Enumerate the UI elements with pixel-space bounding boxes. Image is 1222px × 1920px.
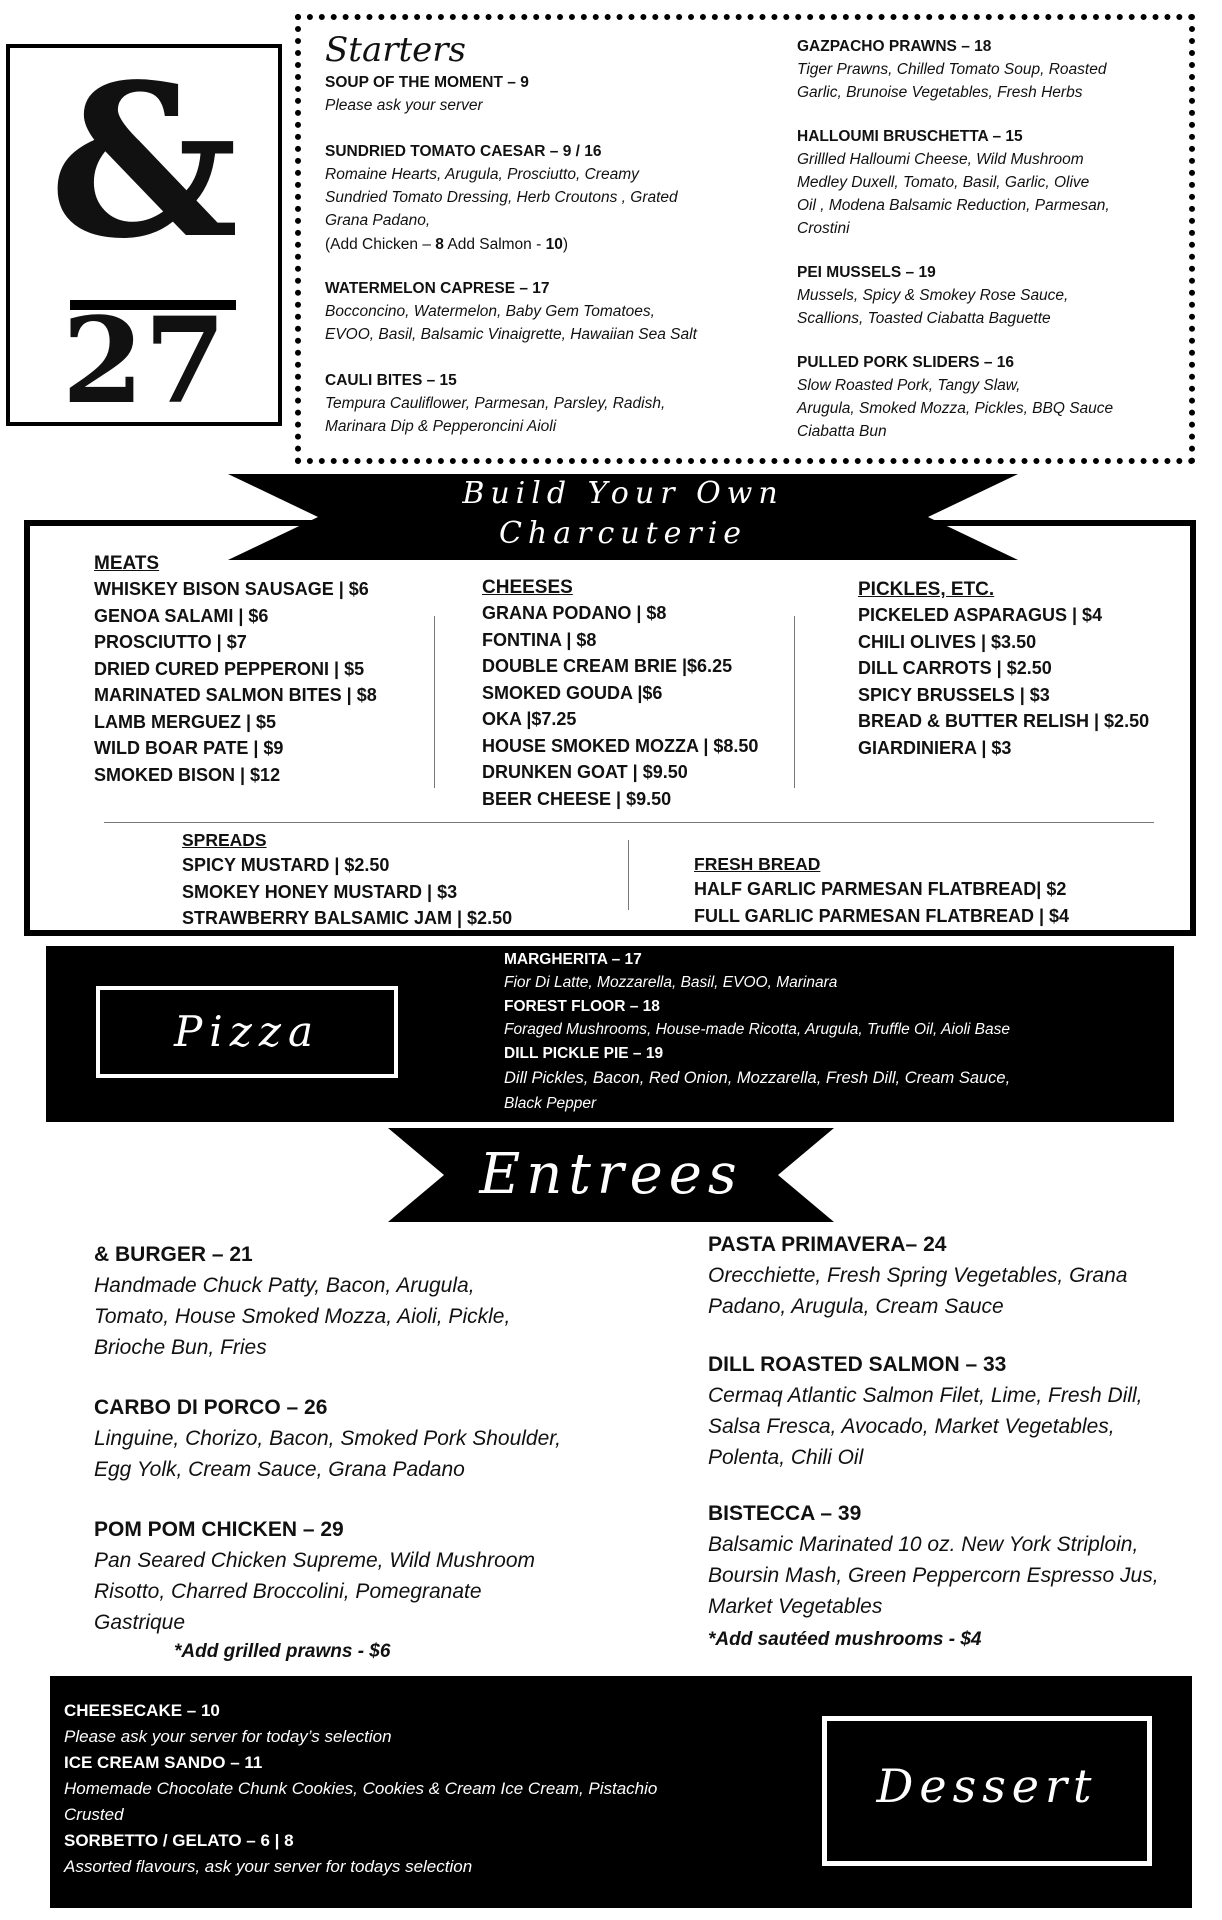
item-description: Padano, Arugula, Cream Sauce — [708, 1295, 1004, 1318]
item-description: Pan Seared Chicken Supreme, Wild Mushroom — [94, 1549, 536, 1572]
item-description: Orecchiette, Fresh Spring Vegetables, Grana — [708, 1264, 1128, 1287]
menu-item — [504, 948, 1164, 995]
item-name: BISTECCA – 39 — [708, 1502, 862, 1525]
charcuterie-title-line1: Build Your Own — [462, 476, 784, 511]
pickles-heading: PICKLES, ETC. — [858, 579, 995, 600]
bread-heading: FRESH BREAD — [694, 854, 821, 874]
item-description: EVOO, Basil, Balsamic Vinaigrette, Hawaiian Sea Salt — [325, 326, 697, 343]
menu-item — [797, 352, 1222, 443]
menu-item — [64, 1750, 784, 1828]
menu-item — [64, 1698, 784, 1750]
list-item: BREAD & BUTTER RELISH | $2.50 — [858, 711, 1150, 731]
item-description: Foraged Mushrooms, House-made Ricotta, Arugula, Truffle Oil, Aioli Base — [504, 1021, 1010, 1038]
logo — [6, 38, 282, 430]
pizza-section — [46, 946, 1174, 1122]
logo-number: 27 — [61, 291, 227, 430]
item-name: MARGHERITA – 17 — [504, 951, 642, 968]
list-item: SMOKED BISON | $12 — [94, 764, 281, 785]
item-description: Bocconcino, Watermelon, Baby Gem Tomatoes, — [325, 303, 655, 320]
item-description: Polenta, Chili Oil — [708, 1446, 864, 1469]
item-description: Salsa Fresca, Avocado, Market Vegetables, — [708, 1415, 1115, 1438]
list-item: DOUBLE CREAM BRIE |$6.25 — [482, 656, 733, 676]
item-description: Crostini — [797, 220, 850, 237]
list-item: FONTINA | $8 — [482, 629, 597, 650]
menu-item — [708, 1230, 1208, 1322]
dessert-section — [50, 1676, 1192, 1908]
menu-item — [94, 1515, 614, 1638]
menu-item — [325, 370, 755, 438]
item-description: Grillled Halloumi Cheese, Wild Mushroom — [797, 151, 1084, 168]
menu-item — [325, 72, 755, 117]
list-item: WHISKEY BISON SAUSAGE | $6 — [94, 579, 369, 599]
entrees-right-column — [708, 1230, 1208, 1654]
list-item: SMOKEY HONEY MUSTARD | $3 — [182, 881, 458, 902]
spreads-column — [182, 828, 512, 932]
item-description: Brioche Bun, Fries — [94, 1336, 267, 1359]
menu-item — [325, 141, 755, 258]
menu-item — [94, 1393, 614, 1485]
starters-section — [295, 14, 1195, 464]
menu-item — [708, 1350, 1208, 1473]
menu-item — [504, 1042, 1164, 1116]
item-description: Romaine Hearts, Arugula, Prosciutto, Creamy — [325, 166, 639, 183]
list-item: SMOKED GOUDA |$6 — [482, 682, 663, 703]
entrees-title: Entrees — [479, 1142, 743, 1207]
item-name: POM POM CHICKEN – 29 — [94, 1518, 344, 1541]
item-description: Oil , Modena Balsamic Reduction, Parmesan, — [797, 197, 1110, 214]
item-name: & BURGER – 21 — [94, 1243, 253, 1266]
list-item: DRIED CURED PEPPERONI | $5 — [94, 658, 365, 679]
item-name: PEI MUSSELS – 19 — [797, 264, 936, 281]
divider — [794, 616, 795, 788]
item-name: CHEESECAKE – 10 — [64, 1701, 220, 1720]
item-name: GAZPACHO PRAWNS – 18 — [797, 38, 992, 55]
item-description: Crusted — [64, 1805, 124, 1824]
menu-item — [504, 995, 1164, 1042]
item-description: Egg Yolk, Cream Sauce, Grana Padano — [94, 1458, 465, 1481]
starters-title: Starters — [325, 30, 466, 70]
item-description: Mussels, Spicy & Smokey Rose Sauce, — [797, 287, 1069, 304]
item-description: Arugula, Smoked Mozza, Pickles, BBQ Sauce — [797, 400, 1114, 417]
dessert-title: Dessert — [876, 1759, 1098, 1813]
item-description: Risotto, Charred Broccolini, Pomegranate — [94, 1580, 482, 1603]
list-item: GENOA SALAMI | $6 — [94, 605, 269, 626]
entrees-banner — [388, 1128, 834, 1222]
item-description: Slow Roasted Pork, Tangy Slaw, — [797, 377, 1021, 394]
meats-heading: MEATS — [94, 553, 160, 574]
item-description: Boursin Mash, Green Peppercorn Espresso Jus, — [708, 1564, 1159, 1587]
list-item: MARINATED SALMON BITES | $8 — [94, 685, 377, 705]
list-item: DILL CARROTS | $2.50 — [858, 658, 1052, 678]
item-description: Garlic, Brunoise Vegetables, Fresh Herbs — [797, 84, 1083, 101]
item-name: PASTA PRIMAVERA– 24 — [708, 1233, 947, 1256]
item-name: SOUP OF THE MOMENT – 9 — [325, 74, 529, 91]
caesar-add-ons: (Add Chicken – 8 Add Salmon - 10) — [325, 236, 568, 253]
entrees-left-column — [94, 1240, 614, 1666]
divider — [104, 822, 1154, 823]
item-description: Grana Padano, — [325, 212, 431, 229]
list-item: CHILI OLIVES | $3.50 — [858, 631, 1037, 652]
list-item: OKA |$7.25 — [482, 709, 577, 729]
menu-item — [325, 278, 755, 346]
item-description: Tempura Cauliflower, Parmesan, Parsley, Radish, — [325, 395, 666, 412]
item-description: Tiger Prawns, Chilled Tomato Soup, Roasted — [797, 61, 1107, 78]
menu-item — [797, 262, 1222, 330]
cheeses-heading: CHEESES — [482, 577, 573, 598]
item-description: Assorted flavours, ask your server for todays selection — [64, 1857, 473, 1876]
menu-item — [64, 1828, 784, 1880]
list-item: SPICY MUSTARD | $2.50 — [182, 855, 390, 875]
item-description: Scallions, Toasted Ciabatta Baguette — [797, 310, 1051, 327]
list-item: BEER CHEESE | $9.50 — [482, 788, 672, 809]
item-description: Please ask your server — [325, 97, 483, 114]
item-description: Market Vegetables — [708, 1595, 883, 1618]
item-name: DILL PICKLE PIE – 19 — [504, 1045, 664, 1062]
list-item: FULL GARLIC PARMESAN FLATBREAD | $4 — [694, 905, 1070, 926]
menu-item — [708, 1499, 1208, 1622]
item-name: HALLOUMI BRUSCHETTA – 15 — [797, 128, 1023, 145]
list-item: DRUNKEN GOAT | $9.50 — [482, 762, 688, 782]
item-description: Gastrique — [94, 1611, 186, 1634]
spreads-heading: SPREADS — [182, 830, 267, 850]
item-description: Please ask your server for today’s selection — [64, 1727, 392, 1746]
item-description: Ciabatta Bun — [797, 423, 887, 440]
charcuterie-section — [24, 520, 1196, 936]
item-description: Cermaq Atlantic Salmon Filet, Lime, Fresh Dill, — [708, 1384, 1143, 1407]
item-name: SUNDRIED TOMATO CAESAR – 9 / 16 — [325, 143, 602, 160]
list-item: GIARDINIERA | $3 — [858, 737, 1012, 758]
item-description: Linguine, Chorizo, Bacon, Smoked Pork Shoulder, — [94, 1427, 561, 1450]
meats-column — [94, 552, 377, 788]
list-item: WILD BOAR PATE | $9 — [94, 738, 284, 758]
add-on-note: *Add grilled prawns - $6 — [174, 1641, 391, 1662]
list-item: STRAWBERRY BALSAMIC JAM | $2.50 — [182, 908, 513, 928]
menu-item — [797, 126, 1222, 240]
item-description: Handmade Chuck Patty, Bacon, Arugula, — [94, 1274, 475, 1297]
item-name: ICE CREAM SANDO – 11 — [64, 1753, 263, 1772]
item-description: Dill Pickles, Bacon, Red Onion, Mozzarella, Fresh Dill, Cream Sauce, — [504, 1069, 1011, 1087]
logo-ampersand: & — [49, 38, 239, 285]
item-description: Black Pepper — [504, 1095, 597, 1112]
item-name: CARBO DI PORCO – 26 — [94, 1396, 328, 1419]
item-description: Homemade Chocolate Chunk Cookies, Cookies & Cream Ice Cream, Pistachio — [64, 1779, 658, 1798]
list-item: GRANA PODANO | $8 — [482, 603, 667, 623]
item-description: Balsamic Marinated 10 oz. New York Striploin, — [708, 1533, 1139, 1556]
dessert-title-inner — [837, 1731, 1137, 1851]
item-name: FOREST FLOOR – 18 — [504, 998, 660, 1015]
item-name: WATERMELON CAPRESE – 17 — [325, 280, 550, 297]
item-description: Fior Di Latte, Mozzarella, Basil, EVOO, Marinara — [504, 974, 838, 991]
charcuterie-title-line2: Charcuterie — [498, 516, 748, 551]
dessert-title-box — [822, 1716, 1152, 1866]
item-name: PULLED PORK SLIDERS – 16 — [797, 354, 1015, 371]
list-item: LAMB MERGUEZ | $5 — [94, 711, 277, 732]
menu-item — [94, 1240, 614, 1363]
item-description: Tomato, House Smoked Mozza, Aioli, Pickle, — [94, 1305, 511, 1328]
item-name: CAULI BITES – 15 — [325, 372, 457, 389]
pizza-title-box — [96, 986, 398, 1078]
cheeses-column — [482, 576, 758, 812]
divider — [434, 616, 435, 788]
item-description: Medley Duxell, Tomato, Basil, Garlic, Olive — [797, 174, 1090, 191]
pizza-title: Pizza — [174, 1007, 320, 1056]
divider — [628, 840, 629, 910]
starters-left-column — [325, 30, 755, 438]
add-on-note: *Add sautéed mushrooms - $4 — [708, 1629, 982, 1650]
dessert-items — [64, 1698, 784, 1880]
charcuterie-banner — [228, 474, 1018, 560]
list-item: PICKELED ASPARAGUS | $4 — [858, 605, 1103, 625]
item-description: Marinara Dip & Pepperoncini Aioli — [325, 418, 557, 435]
item-name: DILL ROASTED SALMON – 33 — [708, 1353, 1007, 1376]
list-item: HALF GARLIC PARMESAN FLATBREAD| $2 — [694, 879, 1067, 899]
list-item: PROSCIUTTO | $7 — [94, 632, 247, 652]
pizza-items — [504, 948, 1164, 1116]
list-item: HOUSE SMOKED MOZZA | $8.50 — [482, 735, 759, 756]
bread-column — [694, 852, 1069, 929]
list-item: SPICY BRUSSELS | $3 — [858, 684, 1050, 705]
item-description: Sundried Tomato Dressing, Herb Croutons , Grated — [325, 189, 678, 206]
pickles-column — [858, 578, 1149, 761]
item-name: SORBETTO / GELATO – 6 | 8 — [64, 1831, 294, 1850]
menu-item — [797, 36, 1222, 104]
starters-right-column — [797, 36, 1222, 443]
